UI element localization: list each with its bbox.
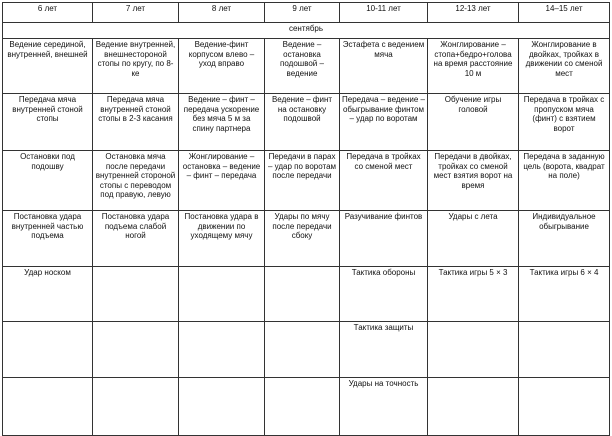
table-cell <box>265 322 340 378</box>
table-cell: Ведение – финт – передача ускорение без мяча 5 м за спину партнера <box>179 94 265 151</box>
table-cell: Остановка мяча после передачи внутренней стороной стопы с переводом под правую, левую <box>93 151 179 211</box>
table-cell: Передачи в парах – удар по воротам после передачи <box>265 151 340 211</box>
table-cell: Тактика игры 5 × 3 <box>428 267 519 322</box>
table-cell <box>179 267 265 322</box>
table-cell: Постановка удара внутренней частью подъема <box>3 211 93 267</box>
header-row <box>3 3 610 23</box>
table-cell: Обучение игры головой <box>428 94 519 151</box>
table-cell <box>519 322 610 378</box>
table-row <box>3 151 610 211</box>
table-cell: Ведение – финт на остановку подошвой <box>265 94 340 151</box>
table-cell: Удары по мячу после передачи сбоку <box>265 211 340 267</box>
month-cell: сентябрь <box>3 23 610 39</box>
table-cell <box>428 322 519 378</box>
table-cell <box>265 267 340 322</box>
table-cell: Жонглирование – стопа+бедро+голова на время расстояние 10 м <box>428 39 519 94</box>
table-cell: Передача в тройках со сменой мест <box>340 151 428 211</box>
header-cell-14-15: 14–15 лет <box>519 3 610 23</box>
header-cell-10-11: 10-11 лет <box>340 3 428 23</box>
table-cell: Индивидуальное обыгрывание <box>519 211 610 267</box>
table-cell: Передача мяча внутренней стоной стопы в 2-3 касания <box>93 94 179 151</box>
table-cell: Передача – ведение – обыгрывание финтом – удар по воротам <box>340 94 428 151</box>
table-cell: Ведение внутренней, внешнестороной стопы по кругу, по 8-ке <box>93 39 179 94</box>
table-cell <box>179 322 265 378</box>
table-cell: Удары с лета <box>428 211 519 267</box>
table-cell: Постановка удара в движении по уходящему мячу <box>179 211 265 267</box>
table-cell: Удар носком <box>3 267 93 322</box>
table-cell: Тактика защиты <box>340 322 428 378</box>
table-row <box>3 378 610 436</box>
table-row <box>3 211 610 267</box>
table-row <box>3 322 610 378</box>
table-cell <box>265 378 340 436</box>
table-cell <box>179 378 265 436</box>
month-row <box>3 23 610 39</box>
header-cell-12-13: 12-13 лет <box>428 3 519 23</box>
table-cell <box>3 378 93 436</box>
table-cell: Удары на точность <box>340 378 428 436</box>
table-cell: Тактика обороны <box>340 267 428 322</box>
table-cell <box>519 378 610 436</box>
header-cell-8: 8 лет <box>179 3 265 23</box>
table-cell: Жонглирование – остановка – ведение – финт – передача <box>179 151 265 211</box>
table-cell: Тактика игры 6 × 4 <box>519 267 610 322</box>
header-cell-7: 7 лет <box>93 3 179 23</box>
table-cell: Ведение серединой, внутренней, внешней <box>3 39 93 94</box>
training-plan-table <box>2 2 610 436</box>
table-cell: Передача в заданную цель (ворота, квадрат на поле) <box>519 151 610 211</box>
table-cell: Ведение – остановка подошвой – ведение <box>265 39 340 94</box>
table-cell: Ведение-финт корпусом влево – уход вправо <box>179 39 265 94</box>
table-cell <box>93 378 179 436</box>
table-cell: Эстафета с ведением мяча <box>340 39 428 94</box>
table-cell <box>428 378 519 436</box>
header-cell-9: 9 лет <box>265 3 340 23</box>
table-cell: Передача в тройках с пропуском мяча (финт) с взятием ворот <box>519 94 610 151</box>
table-cell <box>93 267 179 322</box>
table-cell: Передачи в двойках, тройках со сменой мест взятия ворот на время <box>428 151 519 211</box>
table-row <box>3 267 610 322</box>
table-cell: Разучивание финтов <box>340 211 428 267</box>
header-cell-6: 6 лет <box>3 3 93 23</box>
table-cell: Передача мяча внутренней стоной стопы <box>3 94 93 151</box>
table-cell: Остановки под подошву <box>3 151 93 211</box>
table-row <box>3 39 610 94</box>
table-cell: Постановка удара подъема слабой ногой <box>93 211 179 267</box>
table-cell: Жонглирование в двойках, тройках в движении со сменой мест <box>519 39 610 94</box>
table-cell <box>93 322 179 378</box>
table-cell <box>3 322 93 378</box>
table-row <box>3 94 610 151</box>
